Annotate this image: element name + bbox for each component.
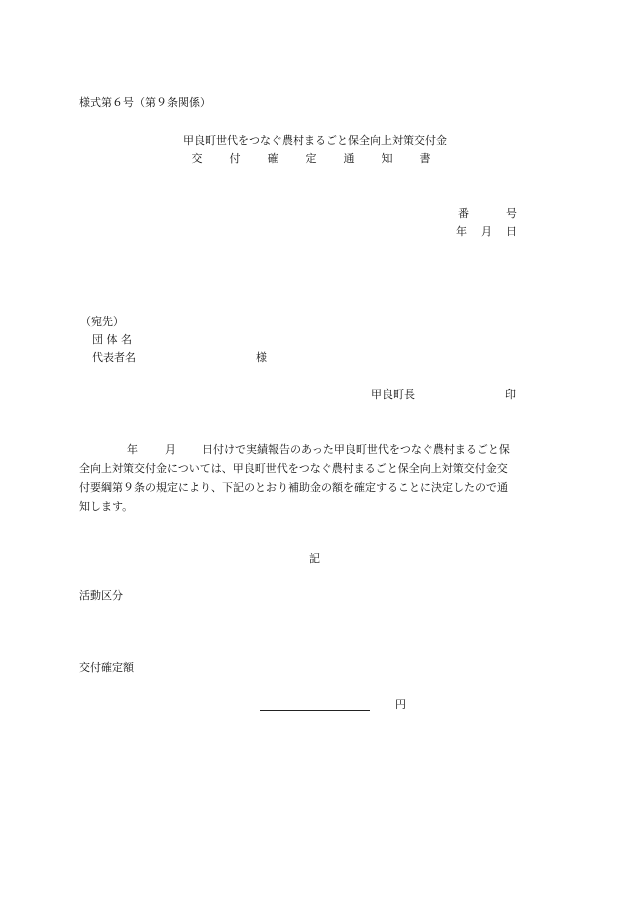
document-title-line1: 甲良町世代をつなぐ農村まるごと保全向上対策交付金 <box>183 134 447 147</box>
representative-name-label: 代表者名 <box>92 351 136 364</box>
activity-category-label: 活動区分 <box>79 589 123 602</box>
ki-mark: 記 <box>309 552 320 565</box>
body-line-3: 付要綱第９条の規定により、下記のとおり補助金の額を確定することに決定したので通 <box>79 481 508 494</box>
document-title-line2: 交 付 確 定 通 知 書 <box>191 152 439 165</box>
date-year-label: 年 <box>456 225 467 238</box>
body-month-label: 月 <box>165 443 176 456</box>
seal-mark: 印 <box>505 388 516 401</box>
body-line-4: 知します。 <box>79 500 134 513</box>
addressee-label: （宛先） <box>80 315 124 328</box>
body-line-1: 日付けで実績報告のあった甲良町世代をつなぐ農村まるごと保 <box>202 443 510 456</box>
organization-name-label: 団 体 名 <box>92 333 132 346</box>
form-number: 様式第６号（第９条関係） <box>79 96 211 109</box>
confirmed-amount-label: 交付確定額 <box>79 661 134 674</box>
issuer-name: 甲良町長 <box>371 388 415 401</box>
yen-unit: 円 <box>395 698 406 711</box>
honorific-sama: 様 <box>256 351 267 364</box>
date-month-label: 月 <box>481 225 492 238</box>
number-label-2: 号 <box>506 207 517 220</box>
body-year-label: 年 <box>127 443 138 456</box>
body-line-2: 全向上対策交付金については、甲良町世代をつなぐ農村まるごと保全向上対策交付金交 <box>79 462 508 475</box>
amount-blank-line <box>260 710 370 711</box>
number-label-1: 番 <box>458 207 469 220</box>
date-day-label: 日 <box>506 225 517 238</box>
